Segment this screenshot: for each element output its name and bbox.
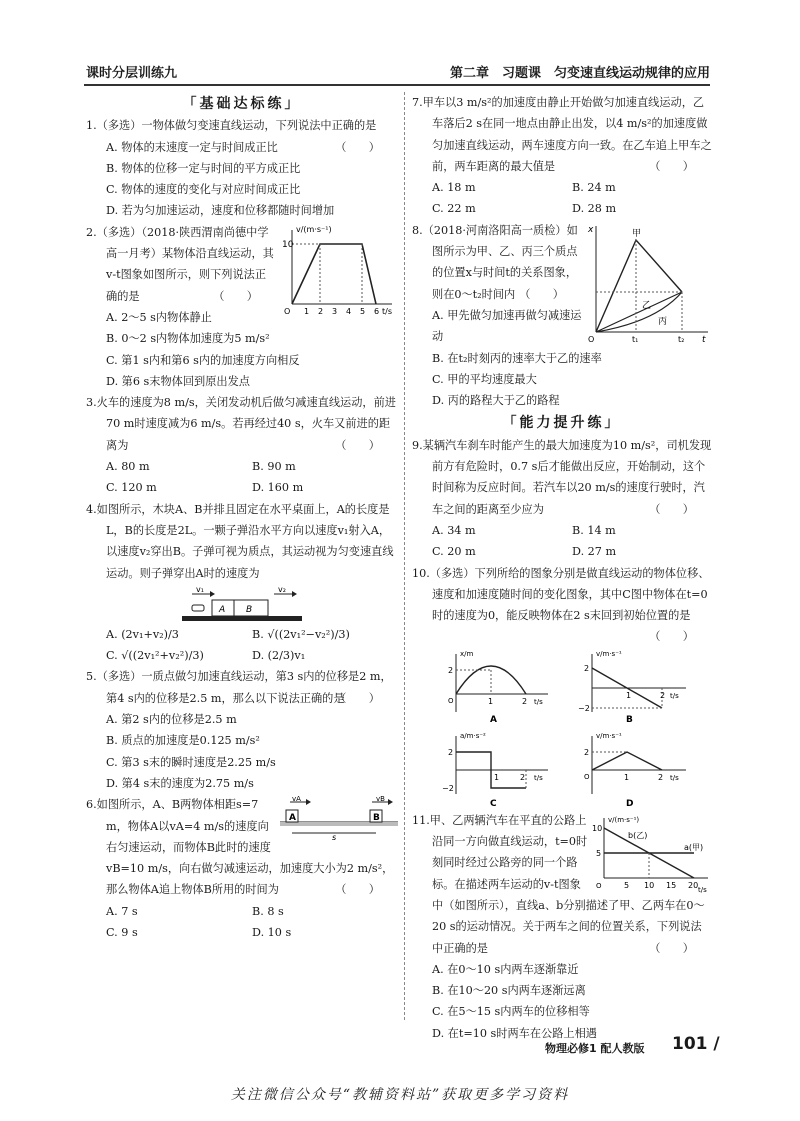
q4-option-a: A. (2v₁+v₂)/3 (106, 627, 179, 641)
q10-d-t: t/s (670, 773, 679, 782)
q11-vt-graph (592, 814, 712, 894)
q10-c-tick: 2 (448, 747, 454, 757)
q11-line-a: a(甲) (684, 842, 704, 852)
q8-xt-graph (586, 222, 712, 346)
q8-label-bing: 丙 (658, 316, 668, 327)
section-title-basic: 「基础达标练」 (182, 96, 302, 112)
question-10 (412, 563, 712, 810)
q10-a-tick: 2 (522, 696, 528, 706)
answer-bracket: （ ） (649, 159, 694, 173)
q4-block-b: B (246, 604, 253, 615)
q9-option-c: C. 20 m (432, 545, 476, 559)
q4-block-a: A (219, 604, 226, 615)
answer-bracket: （ ） (335, 438, 380, 452)
q6-option-d: D. 10 s (252, 925, 292, 939)
q5-stem: 5.（多选）一质点做匀加速直线运动，第3 s内的位移是2 m，第4 s内的位移是2.5 m，那么以下说法正确的是 (86, 670, 392, 705)
q10-b-tick: −2 (578, 703, 590, 713)
column-divider (404, 92, 405, 1020)
q6-block-a: A (289, 813, 296, 824)
q7-option-d: D. 28 m (572, 202, 617, 216)
answer-bracket: （ ） (335, 691, 380, 705)
q10-b-tick: 1 (626, 690, 632, 700)
answer-bracket: （ ） (335, 140, 380, 154)
q4-stem: 4.如图所示，木块A、B并排且固定在水平桌面上，A的长度是L，B的长度是2L。一颗子弹沿水平方向以速度v₁射入A，以速度v₂穿出B。子弹可视为质点，其运动视为匀变速直线运动。则子弹穿出A时的速度为 (86, 502, 394, 580)
q2-option-b: B. 0～2 s内物体加速度为5 m/s² (106, 332, 270, 346)
q10-b-tick: 2 (660, 690, 666, 700)
q6-chase-figure (280, 796, 398, 840)
q10-graph-c (442, 732, 548, 809)
q10-label-d: D (626, 798, 634, 809)
q7-option-b: B. 24 m (572, 181, 616, 195)
q2-option-d: D. 第6 s末物体回到原出发点 (106, 374, 250, 388)
q2-x-label: t/s (382, 306, 392, 316)
q11-x-tick: 5 (624, 880, 630, 890)
q4-option-b: B. √((2v₁²−v₂²)/3) (252, 627, 350, 641)
q10-graph-a (448, 650, 548, 725)
question-2 (86, 222, 398, 392)
running-header-left: 课时分层训练九 (86, 66, 178, 81)
q9-stem: 9.某辆汽车刹车时能产生的最大加速度为10 m/s²，司机发现前方有危险时，0.7 s后才能做出反应，开始制动，这个时间称为反应时间。若汽车以20 m/s的速度行驶时，汽车之间的距离至少应为 (412, 438, 712, 516)
q11-origin: O (596, 881, 602, 890)
q3-option-c: C. 120 m (106, 481, 157, 495)
question-5 (86, 666, 398, 794)
question-4 (86, 499, 398, 667)
q11-y-label: v/(m·s⁻¹) (608, 815, 640, 824)
q4-v2-label: v₂ (278, 585, 286, 594)
q10-c-axis: a/m·s⁻² (460, 731, 486, 740)
q5-option-b: B. 质点的加速度是0.125 m/s² (106, 734, 260, 748)
right-column (412, 92, 712, 1044)
q1-option-a: A. 物体的末速度一定与时间成正比 (106, 140, 278, 154)
running-header-right: 第二章 习题课 匀变速直线运动规律的应用 (449, 66, 710, 81)
q3-option-d: D. 160 m (252, 481, 304, 495)
question-9 (412, 435, 712, 563)
q10-a-tick: 2 (448, 665, 454, 675)
q10-b-tick: 2 (584, 663, 590, 673)
q10-stem: 10.（多选）下列所给的图象分别是做直线运动的物体位移、速度和加速度随时间的变化图象，其中C图中物体在t=0时的速度为0，能反映物体在2 s末回到初始位置的是 (412, 566, 710, 623)
q2-x-tick: 4 (346, 306, 352, 316)
answer-bracket: （ ） (335, 883, 380, 897)
q8-option-b: B. 在t₂时刻丙的速率大于乙的速率 (432, 351, 602, 365)
q10-graph-d (584, 732, 686, 809)
q7-option-c: C. 22 m (432, 202, 476, 216)
q6-option-c: C. 9 s (106, 925, 138, 939)
q4-v1-label: v₁ (196, 585, 204, 594)
q3-option-b: B. 90 m (252, 460, 296, 474)
q10-a-t: t/s (534, 697, 543, 706)
q11-y-tick-10: 10 (592, 823, 603, 833)
q8-t-axis-label: t (702, 334, 706, 345)
q2-option-c: C. 第1 s内和第6 s内的加速度方向相反 (106, 353, 300, 367)
q3-option-a: A. 80 m (106, 460, 150, 474)
q8-t2: t₂ (678, 334, 685, 344)
q8-label-jia: 甲 (632, 228, 642, 239)
q2-x-tick: 2 (318, 306, 324, 316)
q10-label-c: C (490, 798, 497, 809)
q1-option-d: D. 若为匀加速运动，速度和位移都随时间增加 (106, 204, 335, 218)
q10-b-t: t/s (670, 691, 679, 700)
q3-stem: 3.火车的速度为8 m/s，关闭发动机后做匀减速直线运动，前进70 m时速度减为6 m/s。若再经过40 s，火车又前进的距离为 (86, 396, 396, 452)
question-11 (412, 810, 712, 1044)
q2-y-tick: 10 (282, 239, 294, 250)
q8-option-c: C. 甲的平均速度最大 (432, 372, 537, 386)
q10-c-tick: 1 (494, 772, 500, 782)
q10-d-tick: 2 (658, 772, 664, 782)
q10-d-tick: 1 (624, 772, 630, 782)
q5-option-d: D. 第4 s末的速度为2.75 m/s (106, 776, 254, 790)
q6-va-label: vA (292, 796, 301, 804)
q10-label-a: A (490, 714, 497, 725)
q9-option-d: D. 27 m (572, 545, 617, 559)
q11-x-label: t/s (698, 885, 707, 894)
answer-bracket: （ ） (649, 941, 694, 955)
answer-bracket: （ ） (649, 630, 694, 644)
answer-bracket: （ ） (519, 287, 564, 301)
page-number: 101 / (672, 1034, 720, 1054)
question-7 (412, 92, 712, 220)
q10-c-t: t/s (534, 773, 543, 782)
q11-x-tick: 10 (644, 880, 655, 890)
section-title-ability: 「能力提升练」 (502, 415, 622, 432)
q6-option-a: A. 7 s (106, 904, 138, 918)
q8-stem: 8.（2018·河南洛阳高一质检）如图所示为甲、乙、丙三个质点的位置x与时间t的关系图象，则在0～t₂时间内 (412, 223, 578, 301)
q1-stem: 1.（多选）一物体做匀变速直线运动，下列说法中正确的是 (86, 119, 377, 133)
footer-book-title: 物理必修1 配人教版 (545, 1042, 645, 1055)
answer-bracket: （ ） (649, 502, 694, 516)
q2-origin: O (284, 306, 291, 316)
q10-a-axis: x/m (460, 649, 474, 658)
q7-stem: 7.甲车以3 m/s²的加速度由静止开始做匀加速直线运动，乙车落后2 s在同一地点由静止出发，以4 m/s²的加速度做匀加速直线运动，两车速度方向一致。在乙车追上甲车之前，两车距离的最大值是 (412, 96, 712, 173)
q9-option-a: A. 34 m (432, 523, 476, 537)
q10-c-tick: 2 (520, 772, 526, 782)
q2-stem: 2.（多选）（2018·陕西渭南尚德中学高一月考）某物体沿直线运动，其v-t图象如图所示，则下列说法正确的是 (86, 225, 274, 303)
left-column (86, 92, 398, 943)
q10-label-b: B (626, 714, 633, 725)
q10-a-origin: O (448, 696, 454, 705)
question-3 (86, 392, 398, 498)
q8-label-yi: 乙 (642, 300, 652, 311)
q8-option-a: A. 甲先做匀加速再做匀减速运动 (432, 308, 582, 344)
q6-vb-label: vB (376, 796, 385, 804)
q8-t1: t₁ (632, 334, 639, 344)
q10-d-tick: 2 (584, 747, 590, 757)
q5-option-c: C. 第3 s末的瞬时速度是2.25 m/s (106, 755, 276, 769)
q11-stem: 11.甲、乙两辆汽车在平直的公路上沿同一方向做直线运动，t=0时刻同时经过公路旁的同一个路标。在描述两车运动的v-t图象中（如图所示），直线a、b分别描述了甲、乙两车在0～20 s的运动情况。关于两车之间的位置关系，下列说法中正确的是 (412, 813, 705, 955)
q10-graph-b (578, 650, 686, 725)
header-rule (84, 84, 710, 86)
q6-block-b: B (373, 813, 380, 824)
q10-b-axis: v/m·s⁻¹ (596, 649, 622, 658)
q7-option-a: A. 18 m (432, 181, 476, 195)
q11-y-tick-5: 5 (596, 848, 602, 858)
q2-option-a: A. 2～5 s内物体静止 (106, 310, 212, 324)
question-8 (412, 220, 712, 412)
q11-option-d: D. 在t=10 s时两车在公路上相遇 (432, 1026, 597, 1040)
q8-origin: O (588, 334, 595, 344)
q4-option-c: C. √((2v₁²+v₂²)/3) (106, 649, 204, 663)
q10-d-axis: v/m·s⁻¹ (596, 731, 622, 740)
q1-option-b: B. 物体的位移一定与时间的平方成正比 (106, 161, 301, 175)
q11-option-a: A. 在0～10 s内两车逐渐靠近 (432, 962, 579, 976)
q11-x-tick: 20 (688, 880, 699, 890)
q9-option-b: B. 14 m (572, 523, 616, 537)
answer-bracket: （ ） (213, 289, 258, 303)
q11-x-tick: 15 (666, 880, 677, 890)
q5-option-a: A. 第2 s内的位移是2.5 m (106, 713, 237, 727)
q6-distance-label: s (332, 833, 337, 841)
q8-option-d: D. 丙的路程大于乙的路程 (432, 394, 560, 408)
q11-line-b: b(乙) (628, 830, 648, 840)
q2-x-tick: 6 (374, 306, 380, 316)
q10-a-tick: 1 (488, 696, 494, 706)
question-1 (86, 115, 398, 221)
q6-stem: 6.如图所示，A、B两物体相距s=7 m，物体A以vA=4 m/s的速度向右匀速运动，而物体B此时的速度vB=10 m/s，向右做匀减速运动，加速度大小为2 m/s²，那么物体A追上物体B所用的时间为 (86, 798, 394, 897)
q6-option-b: B. 8 s (252, 904, 284, 918)
q2-x-tick: 3 (332, 306, 338, 316)
q2-x-tick: 5 (360, 306, 366, 316)
q2-x-tick: 1 (304, 306, 310, 316)
q2-vt-graph (280, 224, 398, 316)
q1-option-c: C. 物体的速度的变化与对应时间成正比 (106, 183, 301, 197)
question-6 (86, 794, 398, 943)
q10-graphs (442, 648, 692, 810)
q11-option-b: B. 在10～20 s内两车逐渐远离 (432, 984, 586, 998)
q4-option-d: D. (2/3)v₁ (252, 649, 306, 663)
q8-x-axis-label: x (588, 224, 594, 235)
bottom-note: 关注微信公众号“教辅资料站”获取更多学习资料 (230, 1087, 570, 1103)
q4-blocks-figure (182, 586, 302, 624)
q10-c-tick: −2 (442, 783, 454, 793)
q2-y-label: v/(m·s⁻¹) (296, 224, 332, 234)
q11-option-c: C. 在5～15 s内两车的位移相等 (432, 1005, 590, 1019)
q10-d-origin: O (584, 772, 590, 781)
